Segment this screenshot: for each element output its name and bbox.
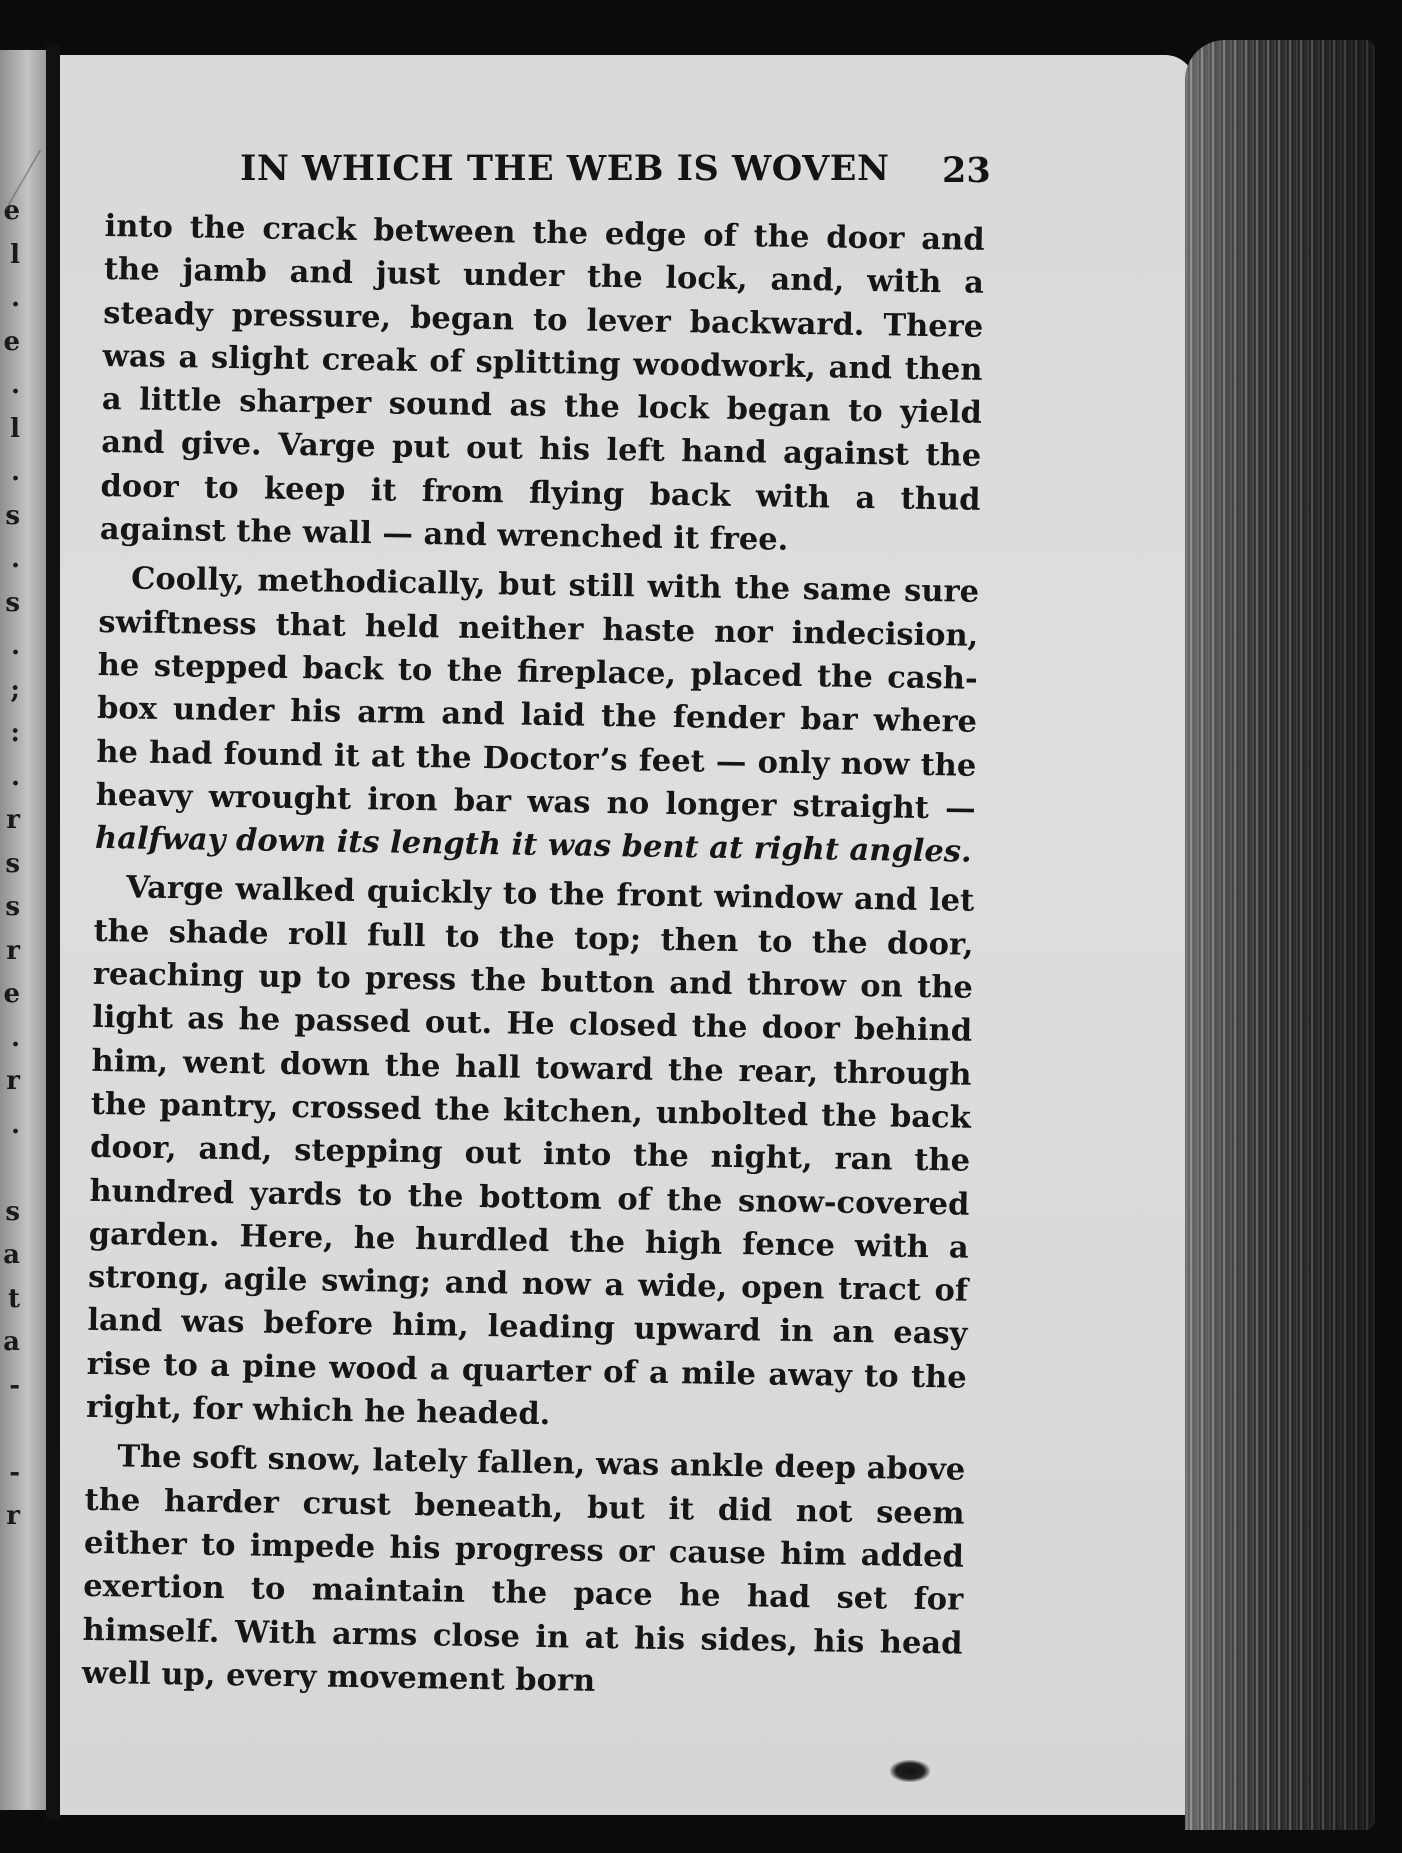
book-gutter [46, 45, 60, 1820]
ink-smudge [890, 1760, 930, 1782]
page-number: 23 [942, 150, 991, 191]
facing-line-fragment: ; [10, 674, 20, 705]
facing-page-line-endings [0, 190, 20, 1539]
facing-line-fragment [0, 1408, 20, 1452]
facing-line-fragment: s [5, 587, 20, 618]
facing-line-fragment: . [10, 370, 20, 400]
italic-text: halfway down its length it was bent at right angles. [94, 820, 972, 870]
facing-line-fragment: : [10, 718, 20, 748]
facing-line-fragment: s [5, 892, 20, 922]
facing-line-fragment: s [5, 1196, 20, 1227]
facing-line-fragment: . [10, 631, 20, 661]
paragraph-2 [95, 557, 980, 874]
body-text [82, 205, 985, 1715]
facing-line-fragment: - [9, 1370, 20, 1401]
facing-line-fragment: r [6, 805, 20, 835]
facing-line-fragment: l [10, 413, 20, 444]
facing-line-fragment: . [10, 457, 20, 487]
text-segment: The soft snow, lately fallen, was ankle deep above the harder crust beneath, but it did not seem either to impede his progress or cause him added exertion to maintain the pace he had set for himself. With arms close in at his sides, his head well up, every movement born [81, 1438, 966, 1699]
facing-line-fragment: r [6, 935, 20, 966]
facing-line-fragment: l [10, 239, 20, 270]
page-edges-shading [1185, 40, 1375, 1830]
facing-line-fragment: r [6, 1501, 20, 1531]
facing-line-fragment: . [10, 1109, 20, 1140]
facing-line-fragment [0, 1147, 20, 1191]
facing-line-fragment: a [3, 1240, 20, 1270]
paragraph-3 [86, 866, 975, 1443]
text-segment: Varge walked quickly to the front window and let the shade roll full to the top; then to the door, reaching up to press the button and throw on the light as he passed out. He closed the door behind him, went down the hall toward the rear, through the pantry, crossed the kitchen, unbolted the back door, and, stepping out into the night, ran the hundred yards to the bottom of the snow-covered garden. Here, he hurdled the high fence with a strong, agile swing; and now a wide, open tract of land was before him, leading upward in an easy rise to a pine wood a quarter of a mile away to the right, for which he headed. [85, 869, 975, 1433]
facing-line-fragment: e [3, 979, 20, 1009]
text-segment: Coolly, methodically, but still with the same sure swiftness that held neither haste nor indecision, he stepped back to the fireplace, placed the cash-box under his arm and laid the fender bar where he had found it at the Doctor’s feet — only now the heavy wrought iron bar was no longer straight — [95, 560, 980, 827]
facing-line-fragment: . [10, 544, 20, 574]
facing-line-fragment: - [9, 1457, 20, 1488]
facing-line-fragment: r [6, 1066, 20, 1096]
facing-line-fragment: a [3, 1327, 20, 1357]
facing-line-fragment: e [3, 326, 20, 357]
facing-line-fragment: . [10, 283, 20, 313]
text-segment: into the crack between the edge of the door and the jamb and just under the lock, and, with a steady pressure, began to lever backward. There was a slight creak of splitting woodwork, and then a little sharper sound as the lock began to yield and give. Varge put out his left hand against the door to keep it from flying back with a thud against the wall — and wrenched it free. [99, 207, 985, 558]
facing-line-fragment: . [10, 761, 20, 792]
paragraph-1 [100, 205, 985, 565]
facing-line-fragment: s [5, 848, 20, 879]
facing-line-fragment: s [5, 500, 20, 531]
facing-line-fragment: e [3, 196, 20, 226]
running-head: IN WHICH THE WEB IS WOVEN [240, 148, 890, 189]
paragraph-4 [82, 1435, 966, 1709]
facing-line-fragment: . [10, 1022, 20, 1053]
facing-line-fragment: t [7, 1283, 20, 1314]
